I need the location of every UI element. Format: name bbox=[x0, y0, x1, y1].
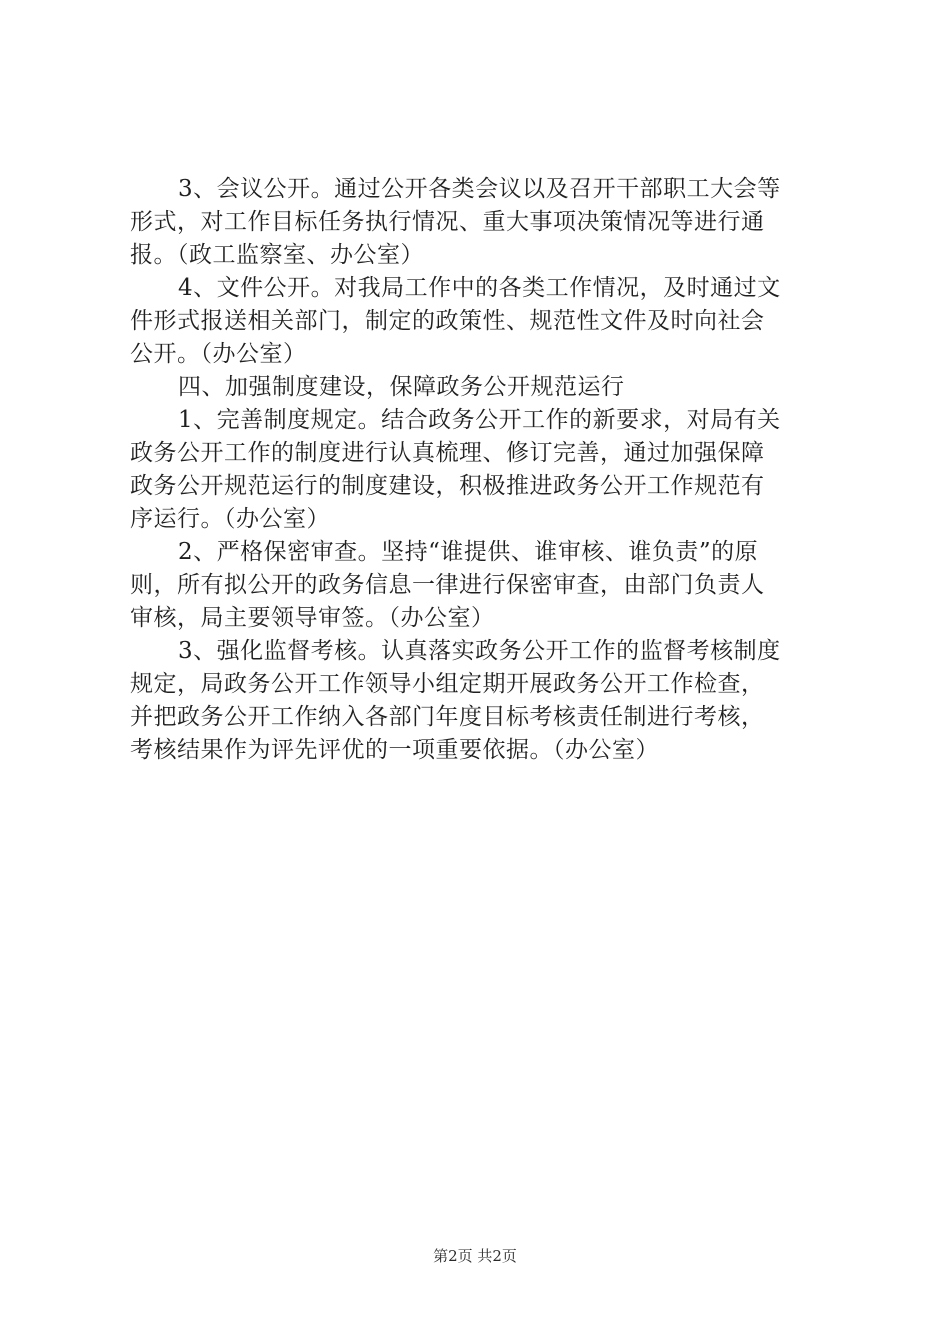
body-line: 考核结果作为评先评优的一项重要依据。（办公室） bbox=[130, 737, 659, 763]
page-footer: 第2页 共2页 bbox=[433, 1247, 517, 1265]
body-line: 形式，对工作目标任务执行情况、重大事项决策情况等进行通 bbox=[130, 209, 765, 235]
body-line: 3、会议公开。通过公开各类会议以及召开干部职工大会等 bbox=[178, 176, 781, 202]
body-line: 政务公开工作的制度进行认真梳理、修订完善，通过加强保障 bbox=[130, 440, 765, 466]
body-line: 报。（政工监察室、办公室） bbox=[130, 242, 424, 268]
body-line: 公开。（办公室） bbox=[130, 341, 307, 367]
body-line: 3、强化监督考核。认真落实政务公开工作的监督考核制度 bbox=[178, 638, 781, 664]
body-line: 则，所有拟公开的政务信息一律进行保密审查，由部门负责人 bbox=[130, 572, 765, 598]
body-line: 2、严格保密审查。坚持“谁提供、谁审核、谁负责”的原 bbox=[178, 539, 759, 565]
body-line: 件形式报送相关部门，制定的政策性、规范性文件及时向社会 bbox=[130, 308, 765, 334]
body-line: 序运行。（办公室） bbox=[130, 506, 330, 532]
body-line: 规定，局政务公开工作领导小组定期开展政务公开工作检查， bbox=[130, 671, 765, 697]
body-line: 1、完善制度规定。结合政务公开工作的新要求，对局有关 bbox=[178, 407, 781, 433]
body-line: 审核，局主要领导审签。（办公室） bbox=[130, 605, 495, 631]
body-line: 政务公开规范运行的制度建设，积极推进政务公开工作规范有 bbox=[130, 473, 765, 499]
body-line: 并把政务公开工作纳入各部门年度目标考核责任制进行考核， bbox=[130, 704, 765, 730]
body-line: 4、文件公开。对我局工作中的各类工作情况，及时通过文 bbox=[178, 275, 781, 301]
section-heading: 四、加强制度建设，保障政务公开规范运行 bbox=[178, 374, 625, 400]
